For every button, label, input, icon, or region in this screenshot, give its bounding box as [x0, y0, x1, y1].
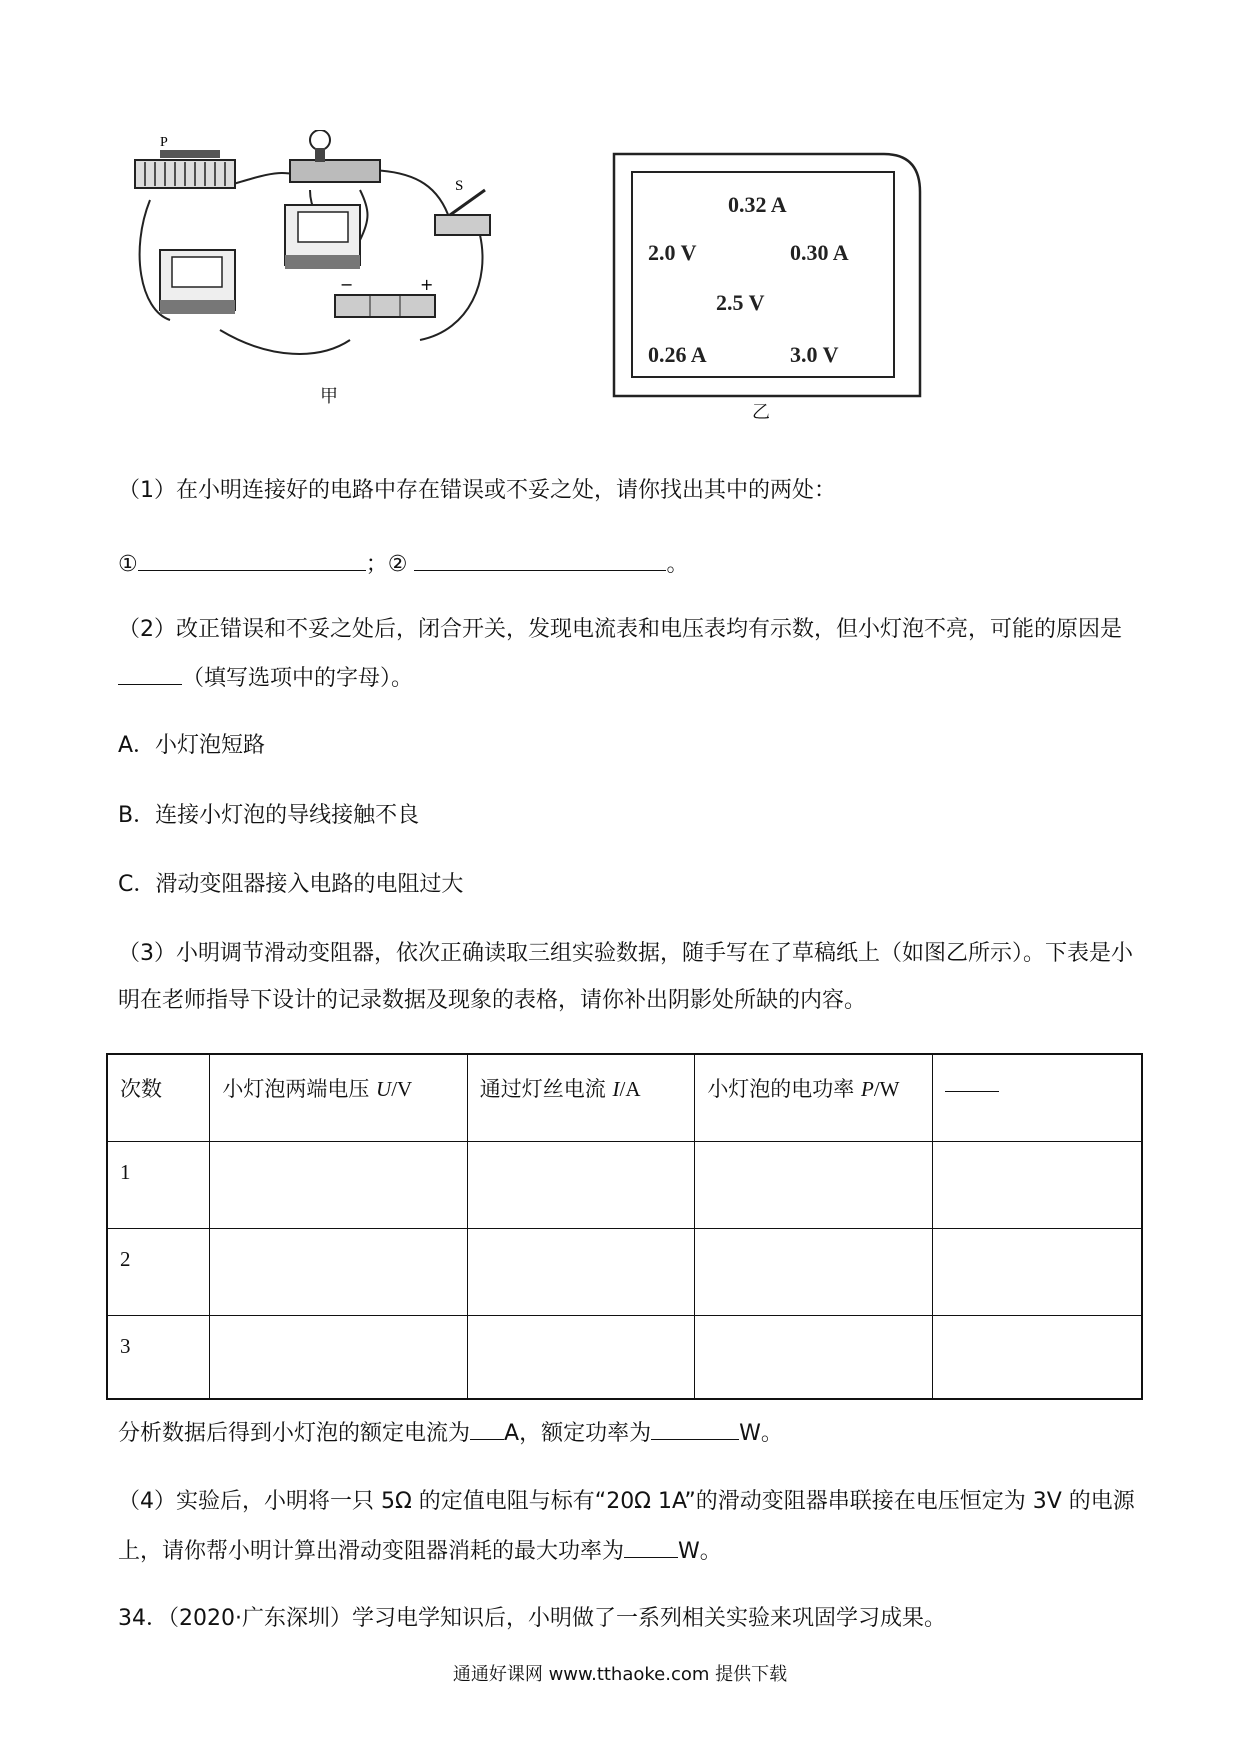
rated-current-blank[interactable] [470, 1415, 504, 1440]
record-table [106, 1053, 1143, 1400]
q2-option-b: B．连接小灯泡的导线接触不良 [118, 803, 420, 828]
draft-note-2: 2.0 V [648, 240, 697, 265]
battery-minus-label: − [340, 275, 354, 294]
q1-blanks [118, 546, 688, 581]
header-power: 小灯泡的电功率 P/W [695, 1054, 933, 1141]
header-voltage: 小灯泡两端电压 U/V [210, 1054, 467, 1141]
figure-b-caption: 乙 [752, 402, 770, 423]
q34-text: 34．（2020·广东深圳）学习电学知识后，小明做了一系列相关实验来巩固学习成果。 [118, 1606, 946, 1631]
q4-line1: （4）实验后，小明将一只 5Ω 的定值电阻与标有“20Ω 1A”的滑动变阻器串联接在电压恒定为 3V 的电源 [118, 1489, 1135, 1514]
q4-line2: 上，请你帮小明计算出滑动变阻器消耗的最大功率为 W。 [118, 1533, 722, 1568]
q1-text: （1）在小明连接好的电路中存在错误或不妥之处，请你找出其中的两处： [118, 478, 836, 503]
switch-label-s: S [455, 178, 464, 194]
q2-option-c: C．滑动变阻器接入电路的电阻过大 [118, 872, 464, 897]
draft-note-3: 0.30 A [790, 240, 849, 265]
table-row [107, 1315, 1142, 1399]
header-missing-blank[interactable] [932, 1054, 1142, 1141]
row-index: 2 [107, 1228, 210, 1315]
table-row [107, 1141, 1142, 1228]
page-footer: 通通好课网 www.tthaoke.com 提供下载 [452, 1664, 788, 1685]
draft-note-4: 2.5 V [716, 290, 765, 315]
rated-power-blank[interactable] [651, 1415, 739, 1440]
table-header-row [107, 1054, 1142, 1141]
q1-answer-blank-1[interactable] [138, 546, 366, 571]
q1-sep: ；② [365, 552, 408, 577]
q2-line2 [118, 660, 413, 695]
q3-line2: 明在老师指导下设计的记录数据及现象的表格，请你补出阴影处所缺的内容。 [118, 988, 867, 1013]
row-index: 3 [107, 1315, 210, 1399]
row-index: 1 [107, 1141, 210, 1228]
header-count: 次数 [107, 1054, 210, 1141]
circuit-figure [120, 130, 520, 390]
battery-plus-label: + [420, 275, 434, 294]
q2-option-a: A．小灯泡短路 [118, 733, 266, 758]
q2-suffix: （填写选项中的字母）。 [182, 666, 414, 691]
q1-answer-blank-2[interactable] [414, 546, 666, 571]
draft-note-5: 0.26 A [648, 342, 707, 367]
table-row [107, 1228, 1142, 1315]
rheostat-label-p: P [160, 135, 168, 150]
q1-end: 。 [666, 552, 689, 577]
q2-text: （2）改正错误和不妥之处后，闭合开关，发现电流表和电压表均有示数，但小灯泡不亮，可能的原因是 [118, 617, 1123, 642]
max-power-blank[interactable] [624, 1533, 678, 1558]
header-current: 通过灯丝电流 I/A [467, 1054, 695, 1141]
figure-a-caption: 甲 [320, 386, 338, 407]
draft-note-6: 3.0 V [790, 342, 839, 367]
q3-after-table: 分析数据后得到小灯泡的额定电流为 A，额定功率为 W。 [118, 1415, 783, 1450]
draft-note-1: 0.32 A [728, 192, 787, 217]
q3-line1: （3）小明调节滑动变阻器，依次正确读取三组实验数据，随手写在了草稿纸上（如图乙所示）。下表是小 [118, 941, 1134, 966]
q2-answer-blank[interactable] [118, 660, 182, 685]
q1-prefix: ① [118, 552, 138, 577]
